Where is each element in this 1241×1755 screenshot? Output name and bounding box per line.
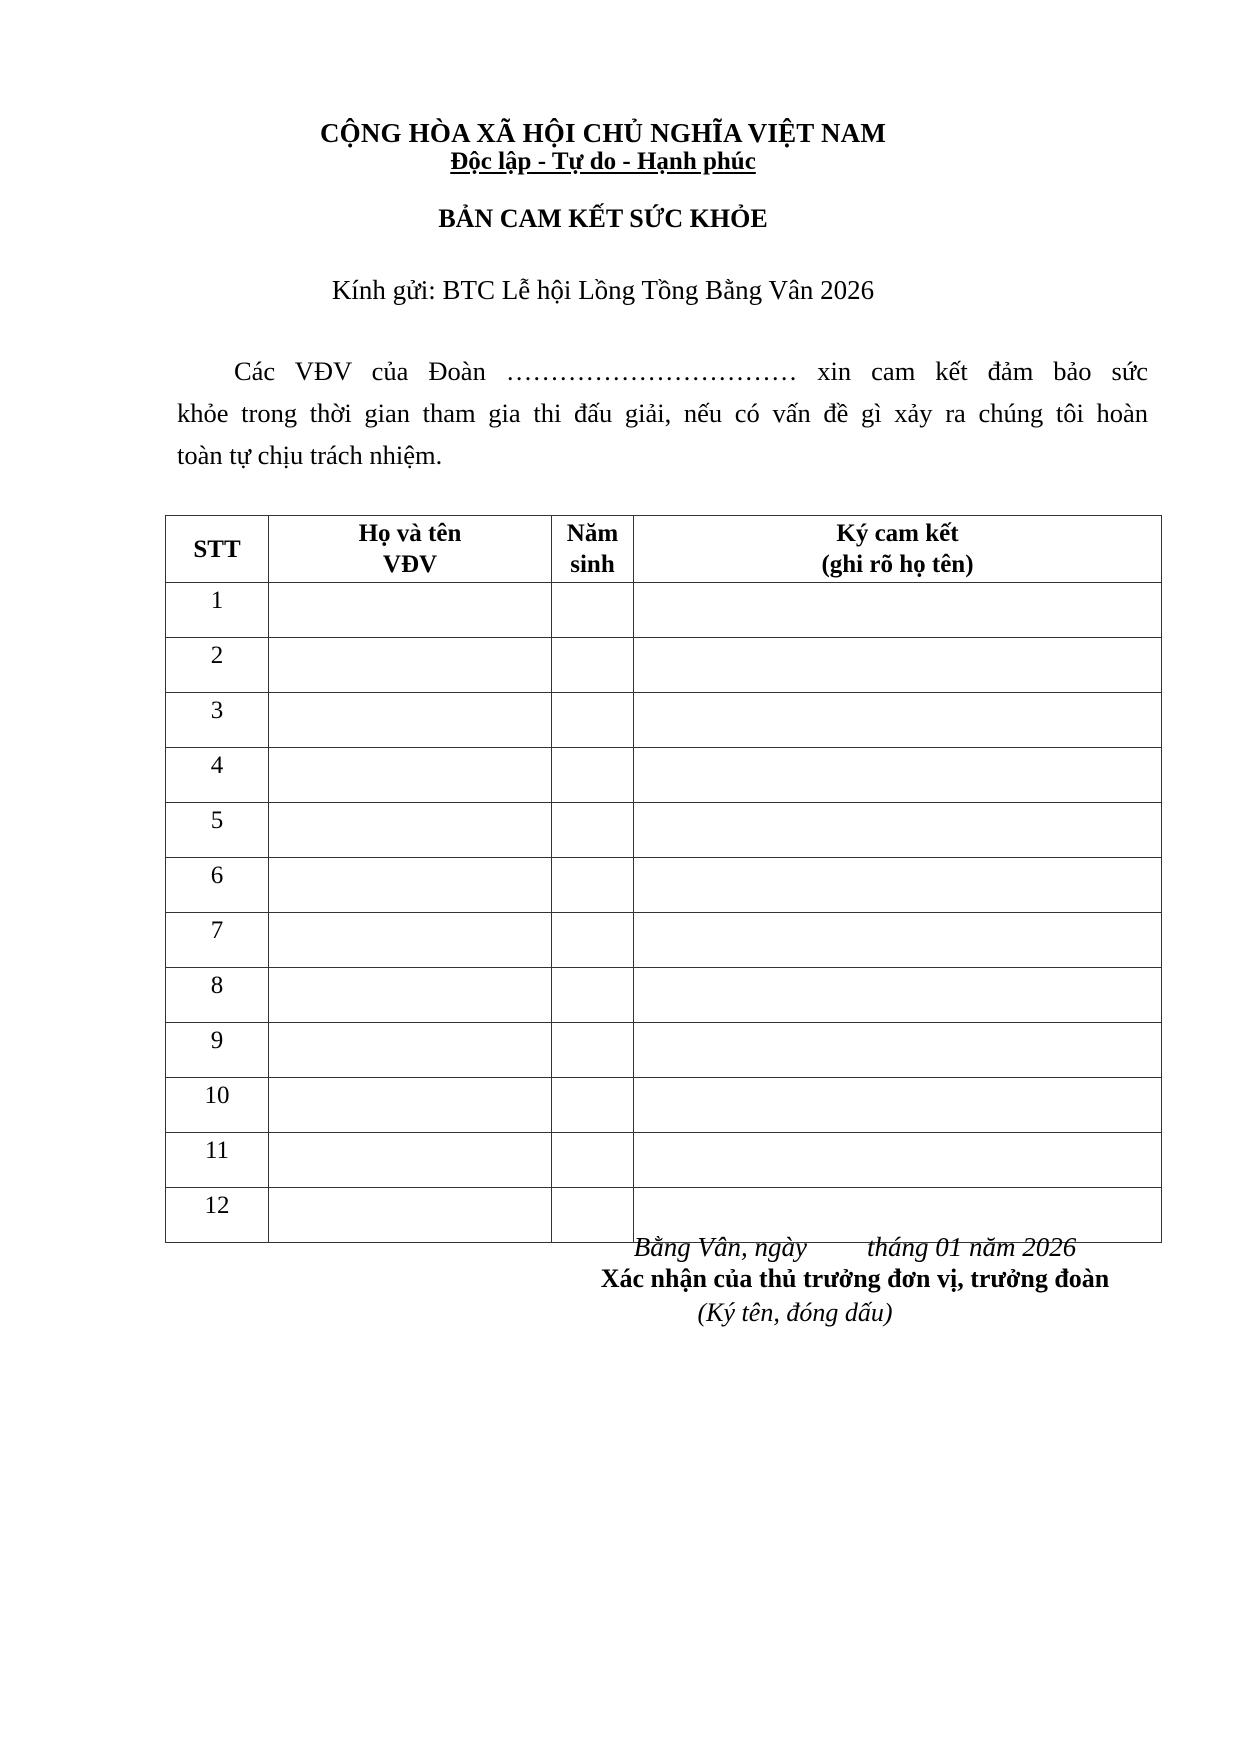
row-year-cell[interactable] xyxy=(552,1023,634,1078)
row-year-cell[interactable] xyxy=(552,693,634,748)
row-stt-cell: 7 xyxy=(166,913,269,968)
row-signature-cell[interactable] xyxy=(634,1078,1162,1133)
header-signature xyxy=(634,516,1162,583)
header-birth-year xyxy=(552,516,634,583)
header-name-line-2: VĐV xyxy=(382,551,438,578)
table-row xyxy=(166,1133,1162,1188)
table-row xyxy=(166,1023,1162,1078)
row-year-cell[interactable] xyxy=(552,748,634,803)
table-row xyxy=(166,858,1162,913)
header-year-line-1: Năm xyxy=(566,520,619,547)
table-row xyxy=(166,638,1162,693)
header-stt-label: STT xyxy=(193,535,241,563)
paragraph-line-1: Các VĐV của Đoàn …………………………… xin cam kết đảm bảo sức xyxy=(234,356,1148,386)
nation-heading: CỘNG HÒA XÃ HỘI CHỦ NGHĨA VIỆT NAM xyxy=(319,118,887,148)
row-signature-cell[interactable] xyxy=(634,803,1162,858)
place-date-suffix: tháng 01 năm 2026 xyxy=(866,1232,1077,1262)
row-name-cell[interactable] xyxy=(269,968,552,1023)
row-name-cell[interactable] xyxy=(269,1023,552,1078)
header-stt xyxy=(166,516,269,583)
row-name-cell[interactable] xyxy=(269,1078,552,1133)
row-name-cell[interactable] xyxy=(269,803,552,858)
place-date-line xyxy=(560,1232,1150,1263)
row-name-cell[interactable] xyxy=(269,583,552,638)
commitment-paragraph xyxy=(177,350,1148,476)
row-name-cell[interactable] xyxy=(269,1188,552,1243)
table-row xyxy=(166,968,1162,1023)
row-signature-cell[interactable] xyxy=(634,583,1162,638)
table-row xyxy=(166,693,1162,748)
table-header-row xyxy=(166,516,1162,583)
row-year-cell[interactable] xyxy=(552,913,634,968)
paragraph-line-3: toàn tự chịu trách nhiệm. xyxy=(177,440,443,470)
signature-note: (Ký tên, đóng dấu) xyxy=(697,1298,893,1327)
recipient-line: Kính gửi: BTC Lễ hội Lồng Tồng Bằng Vân 2026 xyxy=(331,275,875,305)
place-date-prefix: Bằng Vân, ngày xyxy=(633,1232,807,1262)
row-year-cell[interactable] xyxy=(552,638,634,693)
row-name-cell[interactable] xyxy=(269,913,552,968)
row-name-cell[interactable] xyxy=(269,748,552,803)
document-title: BẢN CAM KẾT SỨC KHỎE xyxy=(438,204,768,233)
row-stt-cell: 12 xyxy=(166,1188,269,1243)
row-year-cell[interactable] xyxy=(552,858,634,913)
row-year-cell[interactable] xyxy=(552,583,634,638)
row-signature-cell[interactable] xyxy=(634,748,1162,803)
row-year-cell[interactable] xyxy=(552,1078,634,1133)
athlete-table xyxy=(165,515,1162,1243)
row-stt-cell: 6 xyxy=(166,858,269,913)
row-stt-cell: 9 xyxy=(166,1023,269,1078)
row-signature-cell[interactable] xyxy=(634,913,1162,968)
header-sign-line-2: (ghi rõ họ tên) xyxy=(821,551,974,578)
table-row xyxy=(166,1078,1162,1133)
row-signature-cell[interactable] xyxy=(634,968,1162,1023)
confirmation-title: Xác nhận của thủ trưởng đơn vị, trưởng đoàn xyxy=(600,1264,1110,1293)
paragraph-line-2: khỏe trong thời gian tham gia thi đấu giải, nếu có vấn đề gì xảy ra chúng tôi hoàn xyxy=(177,398,1148,428)
table-row xyxy=(166,748,1162,803)
row-stt-cell: 5 xyxy=(166,803,269,858)
row-name-cell[interactable] xyxy=(269,1133,552,1188)
header-name xyxy=(269,516,552,583)
row-year-cell[interactable] xyxy=(552,1133,634,1188)
header-year-line-2: sinh xyxy=(570,551,615,578)
table-row xyxy=(166,913,1162,968)
row-stt-cell: 11 xyxy=(166,1133,269,1188)
row-name-cell[interactable] xyxy=(269,858,552,913)
table-row xyxy=(166,803,1162,858)
row-signature-cell[interactable] xyxy=(634,1133,1162,1188)
row-signature-cell[interactable] xyxy=(634,1023,1162,1078)
row-year-cell[interactable] xyxy=(552,803,634,858)
row-stt-cell: 3 xyxy=(166,693,269,748)
header-name-line-1: Họ và tên xyxy=(358,520,462,547)
row-stt-cell: 8 xyxy=(166,968,269,1023)
motto: Độc lập - Tự do - Hạnh phúc xyxy=(450,148,756,175)
row-stt-cell: 2 xyxy=(166,638,269,693)
row-name-cell[interactable] xyxy=(269,638,552,693)
header-sign-line-1: Ký cam kết xyxy=(836,520,959,547)
row-signature-cell[interactable] xyxy=(634,638,1162,693)
row-signature-cell[interactable] xyxy=(634,858,1162,913)
row-signature-cell[interactable] xyxy=(634,693,1162,748)
row-year-cell[interactable] xyxy=(552,968,634,1023)
row-stt-cell: 4 xyxy=(166,748,269,803)
row-name-cell[interactable] xyxy=(269,693,552,748)
row-stt-cell: 10 xyxy=(166,1078,269,1133)
table-row xyxy=(166,583,1162,638)
row-stt-cell: 1 xyxy=(166,583,269,638)
